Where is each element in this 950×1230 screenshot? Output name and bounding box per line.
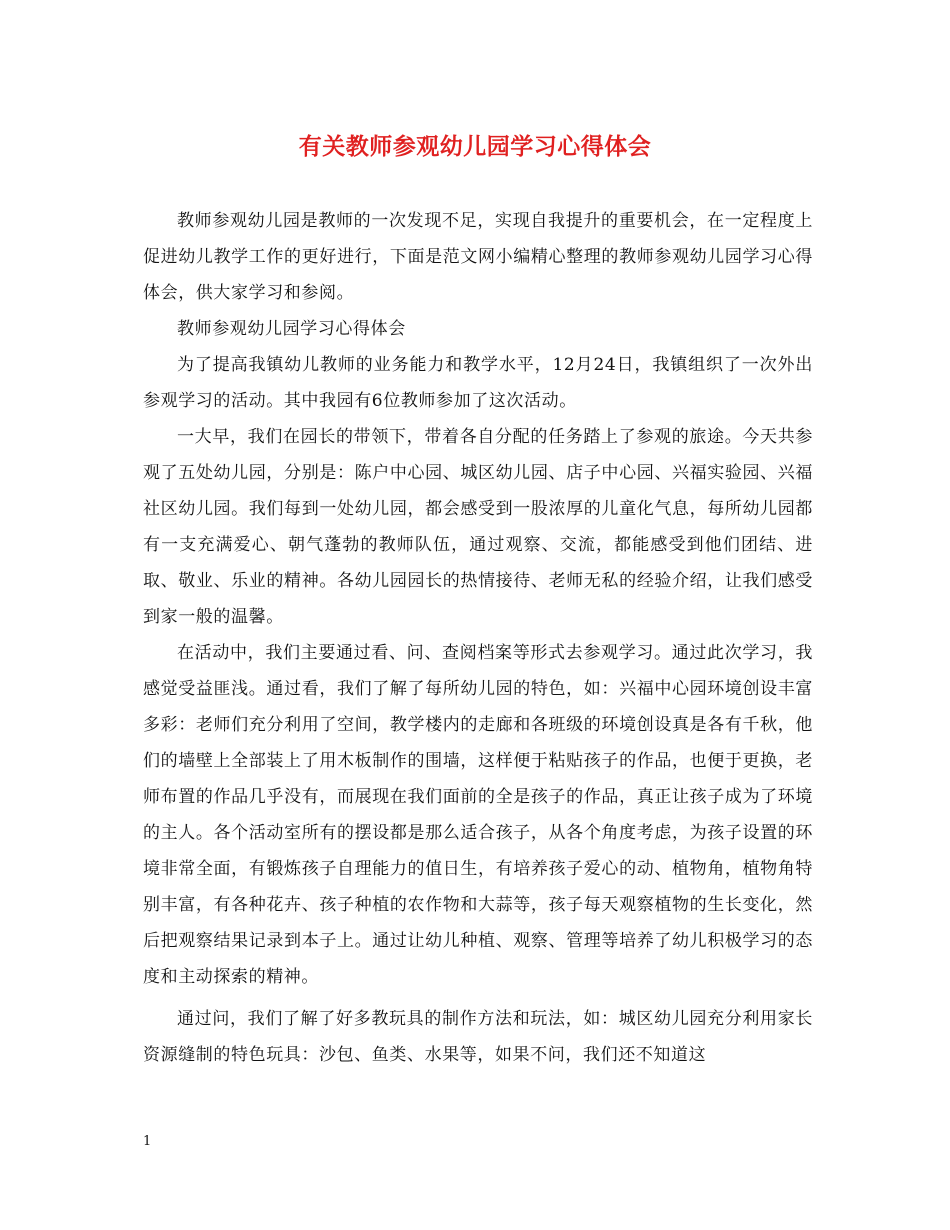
page-number: 1 [143,1134,152,1149]
paragraph-inquiry: 通过问，我们了解了好多教玩具的制作方法和玩法，如：城区幼儿园充分利用家长资源缝制的特色玩具：沙包、鱼类、水果等，如果不问，我们还不知道这 [143,1009,813,1065]
paragraph-activity: 为了提高我镇幼儿教师的业务能力和教学水平，12月24日，我镇组织了一次外出参观学习的活动。其中我园有6位教师参加了这次活动。 [143,355,813,411]
document-body [143,203,813,1073]
paragraph-observation: 在活动中，我们主要通过看、问、查阅档案等形式去参观学习。通过此次学习，我感觉受益匪浅。通过看，我们了解了每所幼儿园的特色，如：兴福中心园环境创设丰富多彩：老师们充分利用了空间，教学楼内的走廊和各班级的环境创设真是各有千秋，他们的墙壁上全部装上了用木板制作的围墙，这样便于粘贴孩子的作品，也便于更换，老师布置的作品几乎没有，而展现在我们面前的全是孩子的作品，真正让孩子成为了环境的主人。各个活动室所有的摆设都是那么适合孩子，从各个角度考虑，为孩子设置的环境非常全面，有锻炼孩子自理能力的值日生，有培养孩子爱心的动、植物角，植物角特别丰富，有各种花卉、孩子种植的农作物和大蒜等，孩子每天观察植物的生长变化，然后把观察结果记录到本子上。通过让幼儿种植、观察、管理等培养了幼儿积极学习的态度和主动探索的精神。 [143,643,813,987]
paragraph-visit: 一大早，我们在园长的带领下，带着各自分配的任务踏上了参观的旅途。今天共参观了五处幼儿园，分别是：陈户中心园、城区幼儿园、店子中心园、兴福实验园、兴福社区幼儿园。我们每到一处幼儿园，都会感受到一股浓厚的儿童化气息，每所幼儿园都有一支充满爱心、朝气蓬勃的教师队伍，通过观察、交流，都能感受到他们团结、进取、敬业、乐业的精神。各幼儿园园长的热情接待、老师无私的经验介绍，让我们感受到家一般的温馨。 [143,427,813,627]
paragraph-subtitle: 教师参观幼儿园学习心得体会 [177,319,406,339]
paragraph-intro: 教师参观幼儿园是教师的一次发现不足，实现自我提升的重要机会，在一定程度上促进幼儿教学工作的更好进行，下面是范文网小编精心整理的教师参观幼儿园学习心得体会，供大家学习和参阅。 [143,211,813,303]
document-title: 有关教师参观幼儿园学习心得体会 [298,133,652,160]
